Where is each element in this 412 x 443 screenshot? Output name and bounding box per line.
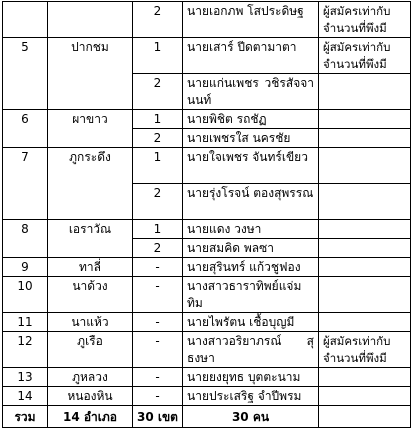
district-name: ผาขาว [48,110,133,129]
candidate-note [319,387,411,406]
table-row [3,368,411,387]
row-number: 5 [3,38,48,74]
unit-number: - [133,258,183,277]
district-name [48,2,133,38]
unit-number: 1 [133,38,183,74]
district-name: นาแห้ว [48,313,133,332]
candidate-table-body [3,2,411,428]
candidate-name: นายรุ่งโรจน์ ตองสุพรรณ [183,184,319,220]
candidate-note [319,277,411,313]
district-name: ภูกระดึง [48,148,133,184]
unit-number: 2 [133,184,183,220]
row-number [3,2,48,38]
candidate-name: นายแดง วงษา [183,220,319,239]
row-number: 13 [3,368,48,387]
table-row [3,38,411,74]
candidate-name: นายเพชรใส นครชัย [183,129,319,148]
candidate-name: นายเอกภพ โสประดิษฐ [183,2,319,38]
row-number: 11 [3,313,48,332]
candidate-note [319,129,411,148]
district-name: ทาลี่ [48,258,133,277]
unit-number: 2 [133,74,183,110]
candidate-name: นางสาวธาราทิพย์แจ่มทิม [183,277,319,313]
unit-number: 1 [133,110,183,129]
candidate-note: ผู้สมัครเท่ากับจำนวนที่พึงมี [319,38,411,74]
candidate-note [319,110,411,129]
district-name: ภูหลวง [48,368,133,387]
table-row [3,184,411,220]
table-row [3,387,411,406]
candidate-name: นายประเสริฐ จำปีพรม [183,387,319,406]
total-persons: 30 คน [183,406,319,428]
row-number: 9 [3,258,48,277]
candidate-note [319,258,411,277]
candidate-note [319,368,411,387]
total-row [3,406,411,428]
unit-number: 1 [133,148,183,184]
unit-number: - [133,368,183,387]
candidate-table [2,1,411,428]
row-number [3,74,48,110]
unit-number: 2 [133,2,183,38]
row-number [3,184,48,220]
candidate-note: ผู้สมัครเท่ากับจำนวนที่พึงมี [319,2,411,38]
candidate-note [319,74,411,110]
table-row [3,313,411,332]
candidate-note [319,184,411,220]
district-name: หนองหิน [48,387,133,406]
table-row [3,220,411,239]
candidate-name: นายสมคิด พลซา [183,239,319,258]
district-name: นาด้วง [48,277,133,313]
candidate-name: นายใจเพชร จันทร์เขียว [183,148,319,184]
row-number: 12 [3,332,48,368]
unit-number: - [133,313,183,332]
district-name: ภูเรือ [48,332,133,368]
candidate-note [319,239,411,258]
row-number: 6 [3,110,48,129]
table-row [3,239,411,258]
candidate-note [319,313,411,332]
district-name [48,184,133,220]
table-row [3,148,411,184]
unit-number: - [133,387,183,406]
candidate-name: นายแก่นเพชร วชิรสัจจานนท์ [183,74,319,110]
candidate-name: นายสุรินทร์ แก้วชูฟอง [183,258,319,277]
row-number: 14 [3,387,48,406]
table-row [3,74,411,110]
total-note [319,406,411,428]
total-units: 30 เขต [133,406,183,428]
table-row [3,110,411,129]
table-row [3,332,411,368]
district-name: เอราวัณ [48,220,133,239]
district-name: ปากชม [48,38,133,74]
table-row [3,277,411,313]
district-name [48,239,133,258]
row-number [3,129,48,148]
unit-number: - [133,277,183,313]
table-row [3,2,411,38]
table-row [3,129,411,148]
row-number: 7 [3,148,48,184]
row-number: 10 [3,277,48,313]
candidate-name: นายพิชิต รถชัฏ [183,110,319,129]
district-name [48,74,133,110]
row-number [3,239,48,258]
candidate-name: นายไพรัตน เชื้อบุญมี [183,313,319,332]
candidate-note [319,220,411,239]
candidate-name: นายเสาร์ ปีดตามาตา [183,38,319,74]
candidate-name: นางสาวอริยาภรณ์ สุธงษา [183,332,319,368]
candidate-note [319,148,411,184]
total-districts: 14 อำเภอ [48,406,133,428]
total-label: รวม [3,406,48,428]
unit-number: 1 [133,220,183,239]
unit-number: 2 [133,129,183,148]
row-number: 8 [3,220,48,239]
district-name [48,129,133,148]
candidate-note: ผู้สมัครเท่ากับจำนวนที่พึงมี [319,332,411,368]
unit-number: - [133,332,183,368]
table-row [3,258,411,277]
candidate-name: นายยงยุทธ บุตตะนาม [183,368,319,387]
unit-number: 2 [133,239,183,258]
